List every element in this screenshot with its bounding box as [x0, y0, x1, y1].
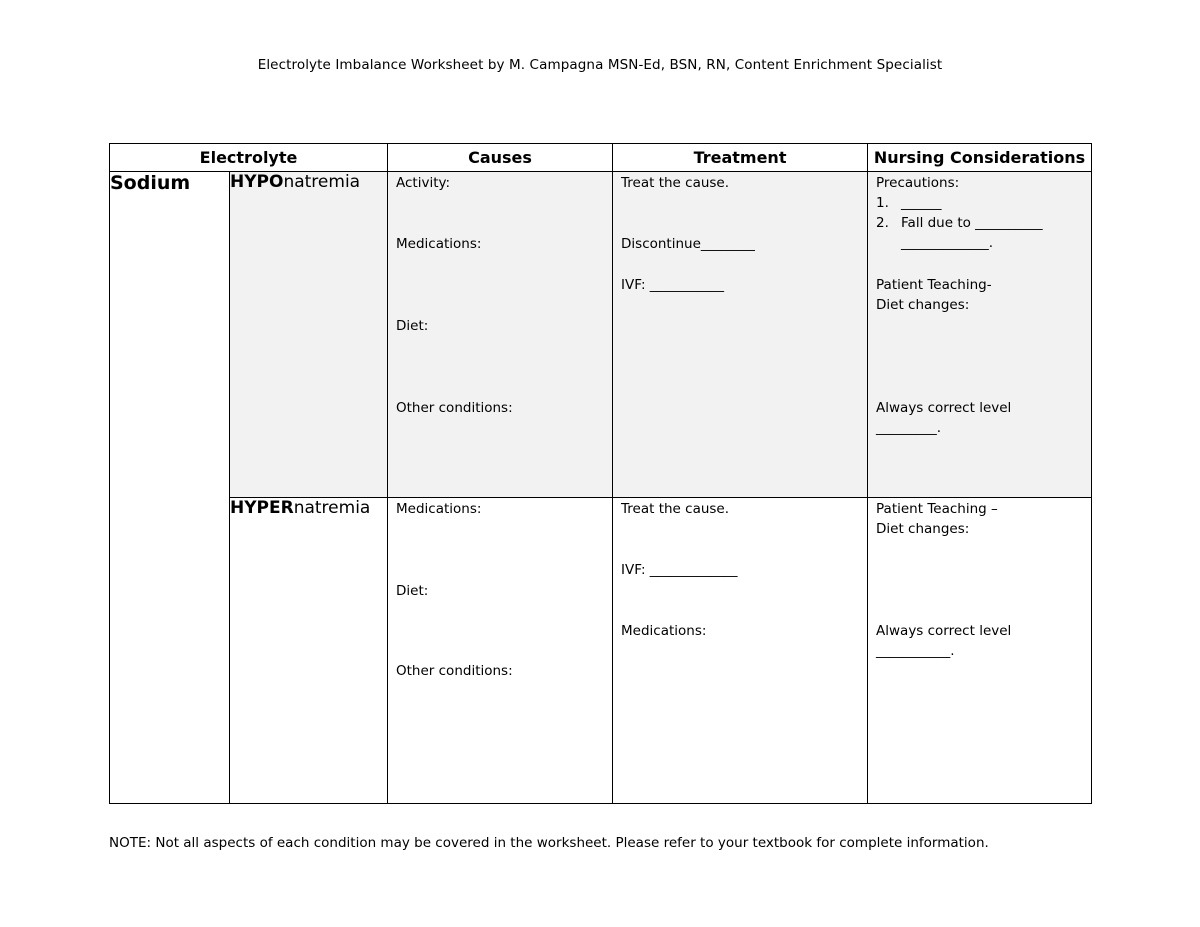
cause-other-conditions: Other conditions: [396, 663, 513, 679]
column-header-treatment: Treatment [613, 144, 868, 172]
treatment-ivf: IVF: _____________ [621, 562, 738, 578]
condition-cell-hypernatremia [230, 498, 388, 804]
causes-cell-hypernatremia [388, 498, 613, 804]
cause-medications: Medications: [396, 501, 482, 517]
always-correct-level-blank: ___________. [876, 643, 955, 659]
precaution-item-1 [876, 195, 942, 211]
precaution-item-2 [876, 215, 1043, 231]
column-header-electrolyte: Electrolyte [110, 144, 388, 172]
cause-other-conditions: Other conditions: [396, 400, 513, 416]
table-row-hypernatremia [110, 498, 1092, 804]
cause-activity: Activity: [396, 175, 451, 191]
always-correct-level: Always correct level [876, 400, 1012, 416]
condition-cell-hyponatremia [230, 172, 388, 498]
column-header-causes: Causes [388, 144, 613, 172]
column-header-nursing-considerations: Nursing Considerations [868, 144, 1092, 172]
table-row-hyponatremia [110, 172, 1092, 498]
condition-prefix: HYPER [230, 498, 294, 518]
cause-medications: Medications: [396, 236, 482, 252]
nursing-cell-hyponatremia [868, 172, 1092, 498]
nursing-cell-hypernatremia [868, 498, 1092, 804]
precaution-item-2-text: Fall due to __________ [901, 215, 1043, 231]
electrolyte-cell-sodium: Sodium [110, 172, 230, 804]
always-correct-level-blank: _________. [876, 420, 942, 436]
patient-teaching-label: Patient Teaching – [876, 501, 998, 517]
table-header-row [110, 144, 1092, 172]
list-number: 1. [876, 195, 889, 211]
treatment-ivf: IVF: ___________ [621, 277, 725, 293]
diet-changes-label: Diet changes: [876, 521, 970, 537]
treatment-treat-cause: Treat the cause. [621, 175, 730, 191]
page-title: Electrolyte Imbalance Worksheet by M. Campagna MSN-Ed, BSN, RN, Content Enrichment Specialist [257, 57, 943, 73]
treatment-medications: Medications: [621, 623, 707, 639]
cause-diet: Diet: [396, 583, 429, 599]
precautions-label: Precautions: [876, 175, 960, 191]
precaution-item-1-text: ______ [901, 195, 942, 211]
condition-prefix: HYPO [230, 172, 284, 192]
cause-diet: Diet: [396, 318, 429, 334]
treatment-treat-cause: Treat the cause. [621, 501, 730, 517]
condition-suffix: natremia [293, 498, 371, 518]
diet-changes-label: Diet changes: [876, 297, 970, 313]
list-number: 2. [876, 215, 889, 231]
precaution-item-2-continued: _____________. [901, 235, 994, 251]
causes-cell-hyponatremia [388, 172, 613, 498]
always-correct-level: Always correct level [876, 623, 1012, 639]
footer-note: NOTE: Not all aspects of each condition may be covered in the worksheet. Please refer to your textbook for complete information. [109, 835, 989, 851]
treatment-discontinue: Discontinue________ [621, 236, 755, 252]
condition-suffix: natremia [283, 172, 361, 192]
electrolyte-worksheet-table [109, 143, 1092, 804]
treatment-cell-hyponatremia [613, 172, 868, 498]
treatment-cell-hypernatremia [613, 498, 868, 804]
patient-teaching-label: Patient Teaching- [876, 277, 992, 293]
